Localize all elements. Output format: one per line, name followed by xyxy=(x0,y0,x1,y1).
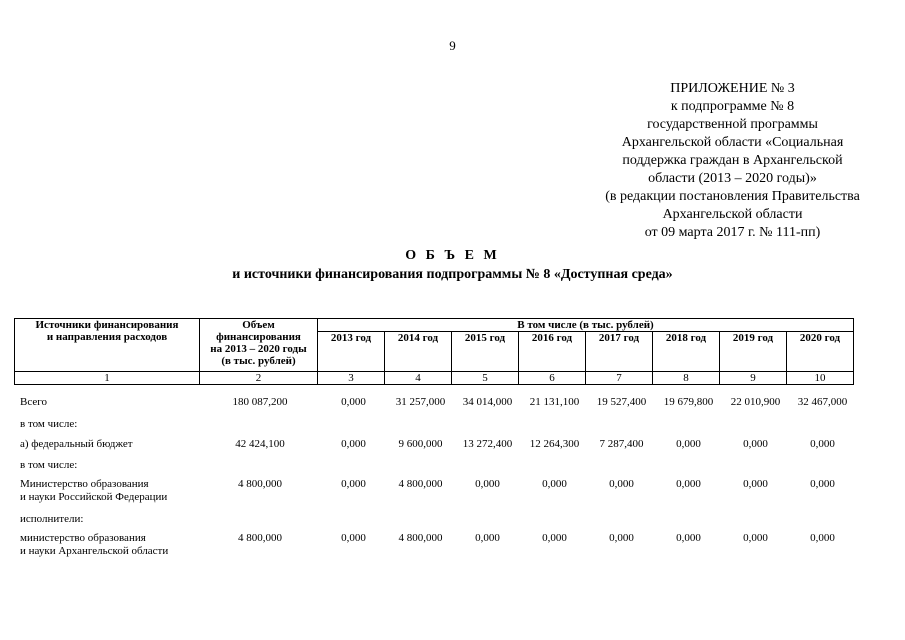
header-year: 2013 год xyxy=(318,332,385,372)
row-value: 0,000 xyxy=(341,396,366,408)
row-value: 0,000 xyxy=(609,532,634,544)
row-total: 42 424,100 xyxy=(235,438,285,450)
row-value: 0,000 xyxy=(341,532,366,544)
row-label-line: в том числе: xyxy=(20,459,78,471)
appendix-line: области (2013 – 2020 годы)» xyxy=(648,171,817,186)
row-label-line: исполнители: xyxy=(20,513,84,525)
appendix-line: Архангельской области xyxy=(662,207,803,222)
row-value: 0,000 xyxy=(810,532,835,544)
row-label-line: в том числе: xyxy=(20,418,78,430)
row-label-line: Министерство образования xyxy=(20,478,149,490)
financing-table-header xyxy=(14,318,854,385)
row-value: 0,000 xyxy=(810,438,835,450)
header-year: 2020 год xyxy=(787,332,854,372)
row-value: 0,000 xyxy=(475,532,500,544)
row-value: 4 800,000 xyxy=(398,532,443,544)
header-volume-line: на 2013 – 2020 годы xyxy=(210,343,307,355)
column-number: 4 xyxy=(385,372,452,385)
row-value: 13 272,400 xyxy=(462,438,513,450)
row-value: 12 264,300 xyxy=(529,438,580,450)
row-value: 7 287,400 xyxy=(599,438,644,450)
appendix-line: (в редакции постановления Правительства xyxy=(605,189,860,204)
row-total: 4 800,000 xyxy=(238,532,282,544)
row-value: 0,000 xyxy=(475,478,500,490)
column-number: 5 xyxy=(452,372,519,385)
row-label xyxy=(20,438,210,451)
header-including: В том числе (в тыс. рублей) xyxy=(318,319,854,332)
header-volume-line: (в тыс. рублей) xyxy=(221,355,296,367)
row-value: 4 800,000 xyxy=(398,478,443,490)
row-label-line: и науки Архангельской области xyxy=(20,545,169,557)
row-label xyxy=(20,396,210,409)
appendix-line: от 09 марта 2017 г. № 111-пп) xyxy=(644,225,821,240)
row-value: 0,000 xyxy=(542,478,567,490)
row-value: 0,000 xyxy=(743,478,768,490)
row-total: 180 087,200 xyxy=(232,396,288,408)
header-year: 2018 год xyxy=(653,332,720,372)
column-number: 9 xyxy=(720,372,787,385)
column-number: 1 xyxy=(15,372,200,385)
row-value: 0,000 xyxy=(743,438,768,450)
column-number: 8 xyxy=(653,372,720,385)
header-year: 2016 год xyxy=(519,332,586,372)
table-row xyxy=(0,532,905,562)
row-value: 22 010,900 xyxy=(730,396,781,408)
column-number: 3 xyxy=(318,372,385,385)
column-number: 6 xyxy=(519,372,586,385)
appendix-line: государственной программы xyxy=(647,117,818,132)
row-label-line: и науки Российской Федерации xyxy=(20,491,168,503)
row-label-line: министерство образования xyxy=(20,532,146,544)
header-year: 2017 год xyxy=(586,332,653,372)
row-value: 0,000 xyxy=(341,438,366,450)
row-value: 31 257,000 xyxy=(395,396,446,408)
row-label-line: Всего xyxy=(20,396,47,408)
row-value: 0,000 xyxy=(609,478,634,490)
row-label xyxy=(20,478,210,504)
column-number: 2 xyxy=(200,372,318,385)
row-value: 9 600,000 xyxy=(398,438,443,450)
appendix-line: ПРИЛОЖЕНИЕ № 3 xyxy=(670,81,795,96)
row-value: 0,000 xyxy=(341,478,366,490)
row-value: 21 131,100 xyxy=(529,396,580,408)
row-value: 32 467,000 xyxy=(797,396,848,408)
header-year: 2015 год xyxy=(452,332,519,372)
row-total: 4 800,000 xyxy=(238,478,282,490)
row-value: 0,000 xyxy=(676,532,701,544)
row-label xyxy=(20,532,210,558)
header-volume xyxy=(200,319,318,372)
row-value: 0,000 xyxy=(542,532,567,544)
appendix-line: Архангельской области «Социальная xyxy=(621,135,844,150)
row-label xyxy=(20,513,210,526)
row-value: 0,000 xyxy=(810,478,835,490)
appendix-line: поддержка граждан в Архангельской xyxy=(622,153,843,168)
row-value: 19 527,400 xyxy=(596,396,647,408)
column-number: 7 xyxy=(586,372,653,385)
document-subtitle: и источники финансирования подпрограммы № 8 «Доступная среда» xyxy=(232,267,673,282)
row-label xyxy=(20,459,210,472)
row-label xyxy=(20,418,210,431)
row-value: 0,000 xyxy=(743,532,768,544)
row-value: 0,000 xyxy=(676,478,701,490)
column-number: 10 xyxy=(787,372,854,385)
appendix-line: к подпрограмме № 8 xyxy=(670,99,795,114)
header-sources-line: Источники финансирования xyxy=(35,319,179,331)
header-volume-line: Объем xyxy=(242,319,275,331)
page-number: 9 xyxy=(449,38,456,53)
header-sources xyxy=(15,319,200,372)
header-volume-line: финансирования xyxy=(216,331,301,343)
appendix-header xyxy=(560,80,905,242)
row-value: 34 014,000 xyxy=(462,396,513,408)
row-value: 19 679,800 xyxy=(663,396,714,408)
header-year: 2019 год xyxy=(720,332,787,372)
table-row xyxy=(0,478,905,508)
header-sources-line: и направления расходов xyxy=(46,331,168,343)
header-year: 2014 год xyxy=(385,332,452,372)
document-title: О Б Ъ Е М xyxy=(405,248,500,263)
row-value: 0,000 xyxy=(676,438,701,450)
row-label-line: а) федеральный бюджет xyxy=(20,438,133,450)
